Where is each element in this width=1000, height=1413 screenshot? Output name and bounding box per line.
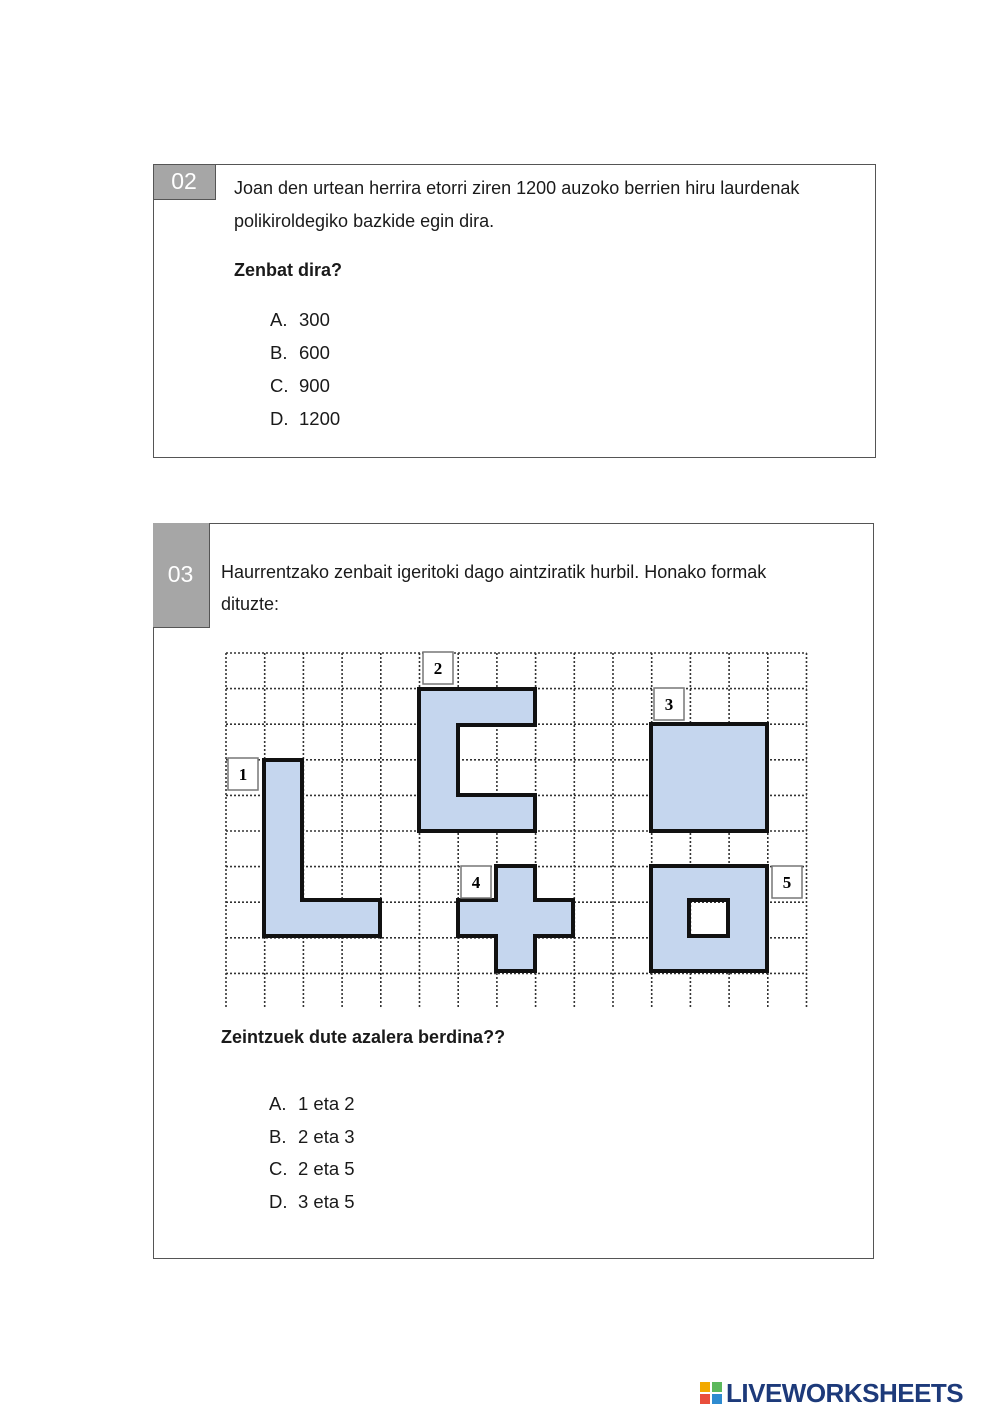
shape-2-c bbox=[419, 689, 535, 831]
option-d[interactable]: D. 1200 bbox=[270, 408, 341, 429]
shape-3-square bbox=[651, 724, 767, 831]
question-prompt: Zeintzuek dute azalera berdina?? bbox=[221, 1027, 506, 1047]
option-d[interactable]: D. 3 eta 5 bbox=[269, 1191, 355, 1212]
svg-text:2: 2 bbox=[433, 659, 443, 678]
question-prompt: Zenbat dira? bbox=[234, 260, 343, 280]
question-number: 02 bbox=[153, 164, 216, 200]
svg-text:4: 4 bbox=[471, 873, 481, 892]
question-text-line1: Joan den urtean herrira etorri ziren 1200 auzoko berrien hiru laurdenak bbox=[234, 178, 800, 198]
label-3 bbox=[654, 688, 684, 720]
shape-1-l bbox=[264, 760, 380, 936]
question-text-line2: dituzte: bbox=[221, 594, 280, 614]
option-b[interactable]: B. 2 eta 3 bbox=[269, 1126, 355, 1147]
question-02-box bbox=[153, 164, 876, 458]
label-4 bbox=[461, 866, 491, 898]
option-c[interactable]: C. 2 eta 5 bbox=[269, 1158, 355, 1179]
question-text-line1: Haurrentzako zenbait igeritoki dago aintziratik hurbil. Honako formak bbox=[221, 562, 767, 582]
brand-name: LIVEWORKSHEETS bbox=[726, 1377, 964, 1408]
brand-icon bbox=[700, 1382, 722, 1404]
option-c[interactable]: C. 900 bbox=[270, 375, 330, 396]
option-b[interactable]: B. 600 bbox=[270, 342, 330, 363]
liveworksheets-logo bbox=[700, 1377, 963, 1409]
question-text-line2: polikiroldegiko bazkide egin dira. bbox=[234, 211, 495, 231]
svg-text:1: 1 bbox=[238, 765, 248, 784]
shape-5-ring bbox=[651, 866, 767, 971]
label-5 bbox=[772, 866, 802, 898]
pool-shapes-figure bbox=[222, 648, 810, 1008]
svg-text:5: 5 bbox=[782, 873, 792, 892]
svg-text:3: 3 bbox=[664, 695, 674, 714]
question-number: 03 bbox=[153, 523, 210, 628]
label-2 bbox=[423, 652, 453, 684]
option-a[interactable]: A. 1 eta 2 bbox=[269, 1093, 355, 1114]
option-a[interactable]: A. 300 bbox=[270, 309, 330, 330]
label-1 bbox=[228, 758, 258, 790]
